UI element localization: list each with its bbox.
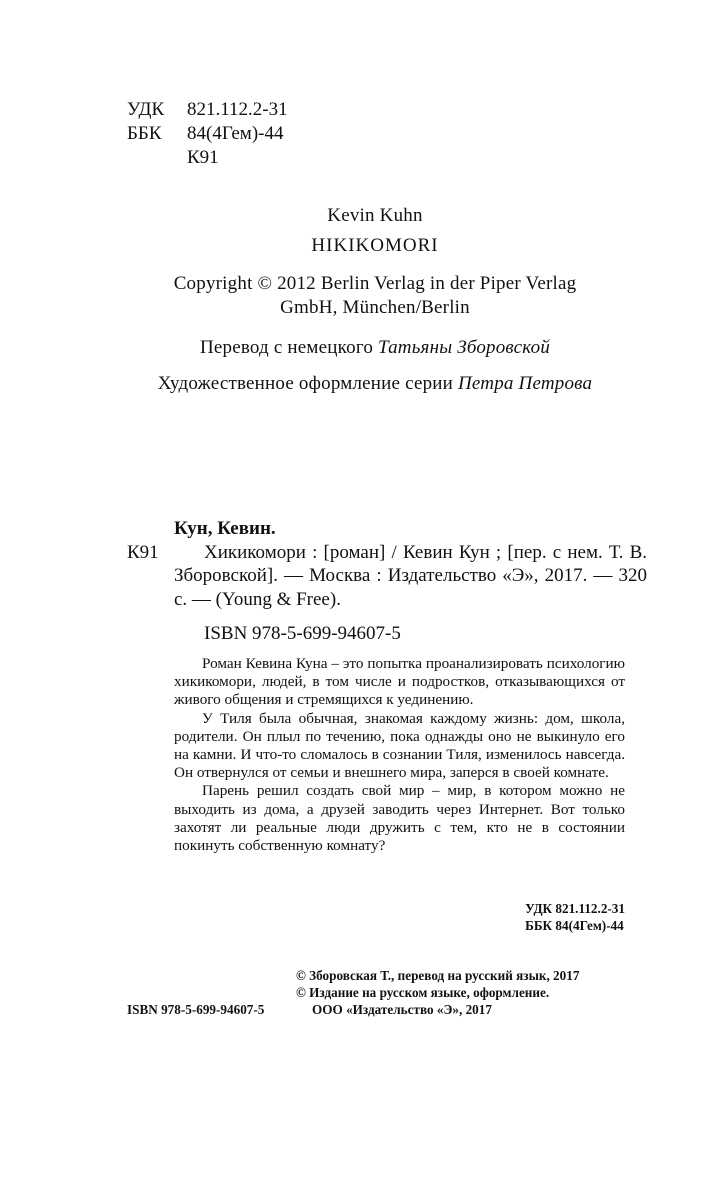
original-title: HIKIKOMORI — [311, 235, 439, 256]
bbk-row — [127, 122, 283, 145]
udk-row — [127, 98, 288, 121]
bbk-value: 84(4Гем)-44 — [187, 123, 284, 144]
catalog-isbn: ISBN 978-5-699-94607-5 — [204, 623, 401, 644]
catalog-description: Хикикомори : [роман] / Кевин Кун ; [пер. с нем. Т. В. Зборовской]. — Москва : Издательство «Э», 2017. — 320 с. — (Young & Free). — [174, 541, 647, 610]
bottom-isbn: ISBN 978-5-699-94607-5 — [127, 1002, 265, 1017]
design-prefix: Художественное оформление серии — [157, 373, 454, 394]
translation-prefix: Перевод с немецкого — [199, 337, 374, 358]
copyright-block — [296, 967, 579, 1018]
original-copyright-line1: Copyright © 2012 Berlin Verlag in der Piper Verlag — [173, 273, 577, 294]
bbk-label: ББК — [127, 123, 162, 144]
author-mark: К91 — [187, 147, 219, 168]
original-author: Kevin Kuhn — [327, 205, 423, 226]
designer-name: Петра Петрова — [457, 373, 593, 394]
abstract-paragraph: Роман Кевина Куна – это попытка проанализировать психологию хикикомори, людей, в том числе и подростков, отказывающихся от живого общения и стремящихся к уединению. — [174, 655, 625, 709]
author-mark-row — [127, 146, 219, 169]
small-udk: УДК 821.112.2-31 — [525, 901, 625, 916]
design-credit — [0, 372, 715, 395]
copyright-line: © Издание на русском языке, оформление. — [296, 985, 550, 1000]
abstract-paragraph: У Тиля была обычная, знакомая каждому жизнь: дом, школа, родители. Он плыл по течению, пока однажды оно не выкинуло его на камни. И что-то сломалось в сознании Тиля, изменилось навсегда. Он отвернулся от семьи и внешнего мира, заперся в своей комнате. — [174, 709, 625, 782]
catalog-heading: Кун, Кевин. — [174, 518, 276, 539]
original-copyright-line2: GmbH, München/Berlin — [280, 297, 470, 318]
translation-credit — [0, 336, 715, 359]
small-codes — [525, 900, 625, 934]
copyright-line: ООО «Издательство «Э», 2017 — [312, 1002, 492, 1017]
copyright-line: © Зборовская Т., перевод на русский язык, 2017 — [296, 968, 580, 983]
catalog-mark: К91 — [127, 541, 159, 563]
udk-label: УДК — [127, 99, 165, 120]
small-bbk: ББК 84(4Гем)-44 — [525, 918, 624, 933]
translator-name: Татьяны Зборовской — [378, 337, 551, 358]
abstract-paragraph: Парень решил создать свой мир – мир, в котором можно не выходить из дома, а друзей заводить через Интернет. Вот только захотят ли реальные люди дружить с тем, кто не в состоянии покинуть собственную комнату? — [174, 782, 625, 855]
udk-value: 821.112.2-31 — [187, 99, 288, 120]
abstract — [174, 655, 625, 855]
